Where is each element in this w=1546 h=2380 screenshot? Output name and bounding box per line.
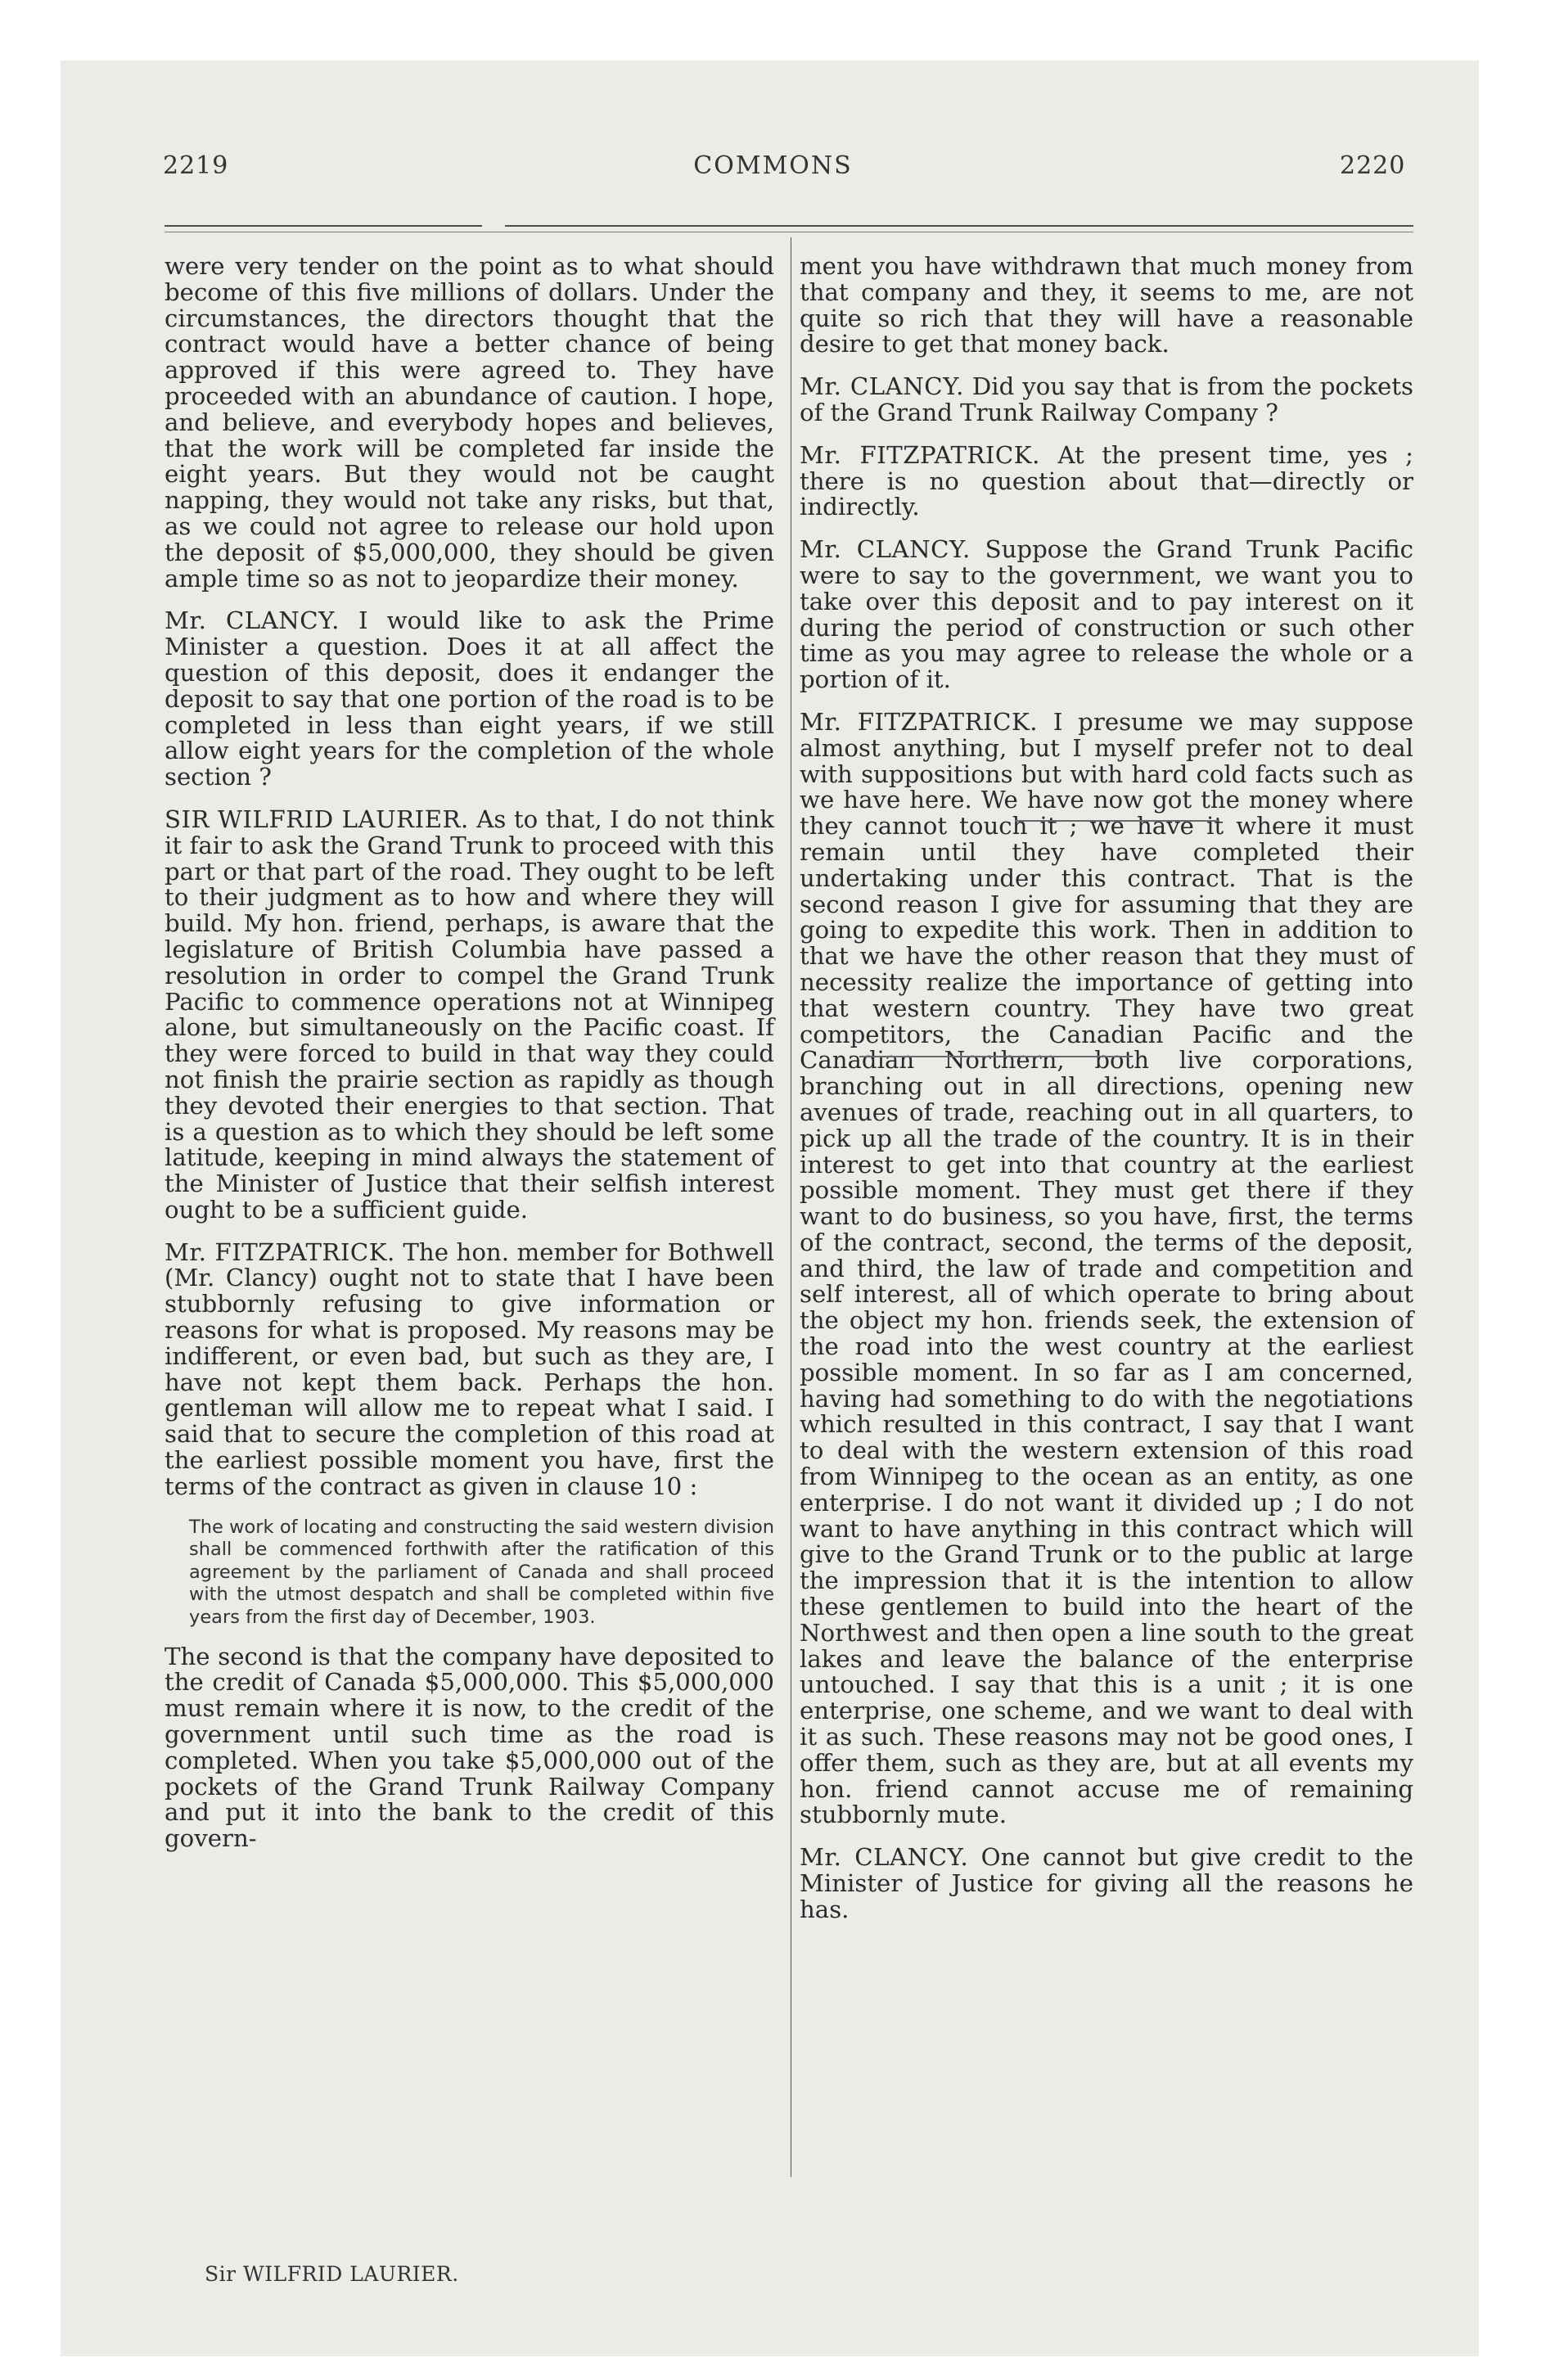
- paragraph: Mr. CLANCY. I would like to ask the Prime Minister a question. Does it at all affect the question of this deposit, does it endanger the deposit to say that one portion of the road is to be completed in less than eight years, if we still allow eight years for the completion of the whole section ?: [165, 606, 775, 791]
- footer-speaker: Sir WILFRID LAURIER.: [205, 2262, 459, 2286]
- paragraph: The second is that the company have deposited to the credit of Canada $5,000,000. This $5,000,000 must remain where it is now, to the credit of the government until such time as the road is completed. When you take $5,000,000 out of the pockets of the Grand Trunk Railway Company and put it into the bank to the credit of this govern-: [165, 1642, 774, 1853]
- paragraph: Mr. CLANCY. One cannot but give credit to the Minister of Justice for giving all the reasons he has.: [800, 1843, 1414, 1923]
- pencil-underline: [859, 1056, 1129, 1057]
- pencil-underline: [1015, 820, 1219, 822]
- header-rule-right: [505, 225, 1413, 227]
- speaker-name: Mr. CLANCY.: [165, 606, 340, 635]
- speaker-name: Mr. FITZPATRICK.: [800, 440, 1040, 469]
- page-number-left: 2219: [163, 151, 229, 180]
- paragraph: Mr. FITZPATRICK. The hon. member for Bothwell (Mr. Clancy) ought not to state that I have been stubbornly refusing to give information or reasons for what is proposed. My reasons may be indifferent, or even bad, but such as they are, I have not kept them back. Perhaps the hon. gentleman will allow me to repeat what I said. I said that to secure the completion of this road at the earliest possible moment you have, first the terms of the contract as given in clause 10 :: [165, 1237, 775, 1500]
- paragraph: SIR WILFRID LAURIER. As to that, I do not think it fair to ask the Grand Trunk to proceed with this part or that part of the road. They ought to be left to their judgment as to how and where they will build. My hon. friend, perhaps, is aware that the legislature of British Columbia have passed a resolution in order to compel the Grand Trunk Pacific to commence operations not at Winnipeg alone, but simultaneously on the Pacific coast. If they were forced to build in that way they could not finish the prairie section as rapidly as though they devoted their energies to that section. That is a question as to which they should be left some latitude, keeping in mind always the statement of the Minister of Justice that their selfish interest ought to be a sufficient guide.: [165, 805, 774, 1224]
- header-rule-left: [165, 225, 482, 227]
- block-quote: The work of locating and constructing the said western division shall be commenced forthwith after the ratification of this agreement by the parliament of Canada and shall proceed with the utmost despatch and shall be completed within five years from the first day of December, 1903.: [189, 1516, 774, 1629]
- speaker-name: Mr. CLANCY.: [800, 1843, 969, 1872]
- right-column: [800, 254, 1413, 1940]
- paragraph: were very tender on the point as to what should become of this five millions of dollars. Under the circumstances, the directors thought that the contract would have a better chance of being approved if this were agreed to. They have proceeded with an abundance of caution. I hope, and believe, and everybody hopes and believes, that the work will be completed far inside the eight years. But they would not be caught napping, they would not take any risks, but that, as we could not agree to release our hold upon the deposit of $5,000,000, they should be given ample time so as not to jeopardize their money.: [165, 252, 774, 593]
- paragraph: Mr. CLANCY. Did you say that is from the pockets of the Grand Trunk Railway Company ?: [800, 372, 1414, 426]
- speaker-name: Mr. FITZPATRICK.: [165, 1237, 395, 1266]
- paragraph: Mr. FITZPATRICK. At the present time, yes ; there is no question about that—directly or indirectly.: [800, 440, 1414, 521]
- speaker-name: Mr. FITZPATRICK.: [800, 707, 1039, 736]
- speaker-name: Mr. CLANCY.: [800, 535, 971, 564]
- left-column: [165, 254, 774, 1868]
- paragraph: Mr. CLANCY. Suppose the Grand Trunk Pacific were to say to the government, we want you to take over this deposit and to pay interest on it during the period of construction or such other time as you may agree to release the whole or a portion of it.: [800, 535, 1413, 694]
- page-header: [0, 151, 1546, 192]
- paragraph: ment you have withdrawn that much money from that company and they, it seems to me, are not quite so rich that they will have a reasonable desire to get that money back.: [800, 252, 1413, 358]
- paragraph: Mr. FITZPATRICK. I presume we may suppose almost anything, but I myself prefer not to deal with suppositions but with hard cold facts such as we have here. We have now got the money where they cannot touch it ; we have it where it must remain until they have completed their undertaking under this contract. That is the second reason I give for assuming that they are going to expedite this work. Then in addition to that we have the other reason that they must of necessity realize the importance of getting into that western country. They have two great competitors, the Canadian Pacific and the Canadian Northern, both live corporations, branching out in all directions, opening new avenues of trade, reaching out in all quarters, to pick up all the trade of the country. It is in their interest to get into that country at the earliest possible moment. They must get there if they want to do business, so you have, first, the terms of the contract, second, the terms of the deposit, and third, the law of trade and competition and self interest, all of which operate to bring about the object my hon. friends seek, the extension of the road into the west country at the earliest possible moment. In so far as I am concerned, having had something to do with the negotiations which resulted in this contract, I say that I want to deal with the western extension of this road from Winnipeg to the ocean as an entity, as one enterprise. I do not want it divided up ; I do not want to have anything in this contract which will give to the Grand Trunk or to the public at large the impression that it is the intention to allow these gentlemen to build into the heart of the Northwest and then open a line south to the great lakes and leave the balance of the enterprise untouched. I say that this is a unit ; it is one enterprise, one scheme, and we want to deal with it as such. These reasons may not be good ones, I offer them, such as they are, but at all events my hon. friend cannot accuse me of remaining stubbornly mute.: [800, 707, 1413, 1829]
- page-number-right: 2220: [1340, 151, 1406, 180]
- speaker-name: Mr. CLANCY.: [800, 372, 964, 401]
- running-title: COMMONS: [693, 151, 853, 180]
- speaker-name: SIR WILFRID LAURIER.: [165, 805, 469, 833]
